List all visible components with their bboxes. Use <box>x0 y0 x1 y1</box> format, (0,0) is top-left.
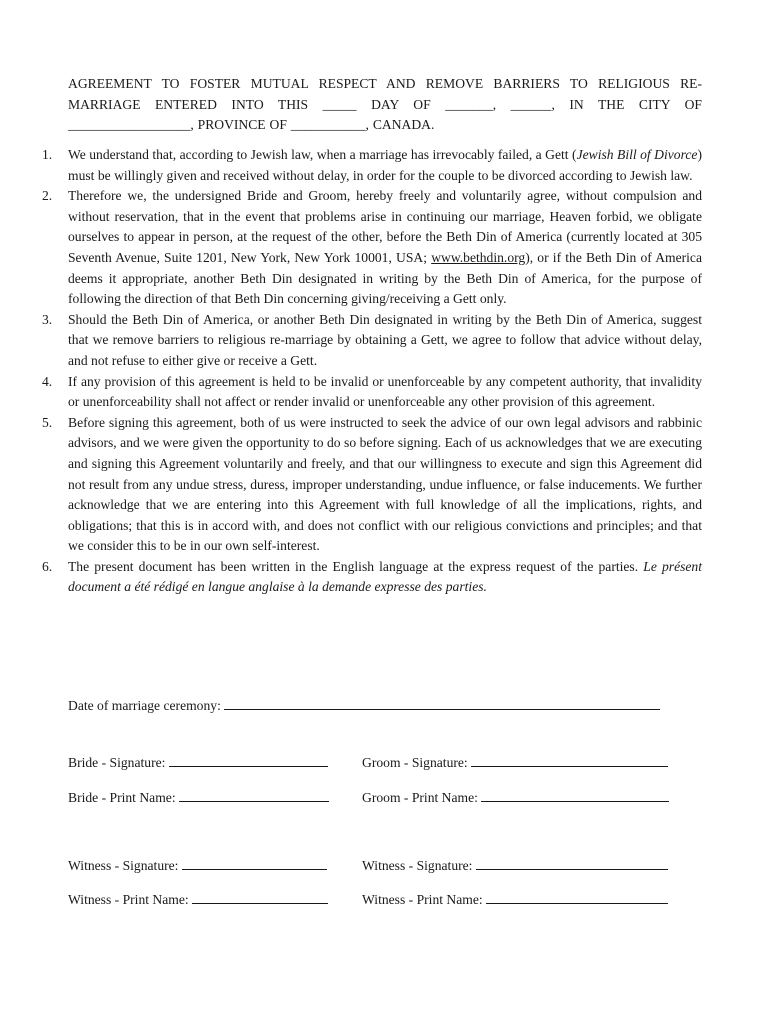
clause-text: Should the Beth Din of America, or another Beth Din designated in writing by the Beth Din of America, suggest that we remove barriers to religious re-marriage by obtaining a Gett, we agree to follow that advice without delay, and not refuse to either give or receive a Gett. <box>68 311 702 368</box>
bride-signature-input[interactable] <box>169 752 328 767</box>
groom-print-name-label: Groom - Print Name: <box>362 790 478 805</box>
clause-text: ), or if the Beth Din of America deems it appropriate, another Beth Din designated in writing by the Beth Din of America, for the purpose of following the direction of that Beth Din concerning giving/receiving a Gett only. <box>68 249 702 307</box>
witness-2-print-name-label: Witness - Print Name: <box>362 892 483 907</box>
heading-line-3: __________________, PROVINCE OF ___________, CANADA. <box>68 117 435 133</box>
clause-1 <box>42 145 702 186</box>
witness-2-print-name-field <box>362 889 668 911</box>
clause-5 <box>42 413 702 557</box>
witness-1-print-name-label: Witness - Print Name: <box>68 892 189 907</box>
bride-signature-label: Bride - Signature: <box>68 755 166 770</box>
clause-6 <box>42 557 703 598</box>
clause-number: 3. <box>42 311 53 327</box>
clause-number: 4. <box>42 373 53 389</box>
bride-print-name-input[interactable] <box>179 787 329 802</box>
clause-2 <box>42 186 702 310</box>
clause-4 <box>42 372 702 413</box>
witness-2-signature-field <box>362 855 668 877</box>
clause-italic-term: Jewish Bill of Divorce <box>576 147 698 162</box>
agreement-heading <box>68 74 702 136</box>
groom-signature-label: Groom - Signature: <box>362 755 468 770</box>
clause-list <box>42 145 703 598</box>
clause-text: Before signing this agreement, both of us were instructed to seek the advice of our own legal advisors and rabbinic advisors, and we were given the opportunity to do so before signing. Each of us acknowledges that we are executing and signing this Agreement voluntarily and freely, and that our willingness to execute and sign this Agreement did not result from any undue stress, duress, improper understanding, undue influence, or false inducements. We further acknowledge that we are entering into this Agreement with full knowledge of all the implications, rights, and obligations; that this is in accord with, and does not conflict with our religious convictions and principles; and that we consider this to be in our own self-interest. <box>68 414 702 554</box>
witness-2-signature-label: Witness - Signature: <box>362 858 473 873</box>
heading-line-2: MARRIAGE ENTERED INTO THIS _____ DAY OF _______, ______, IN THE CITY OF <box>68 96 702 112</box>
heading-line-1: AGREEMENT TO FOSTER MUTUAL RESPECT AND REMOVE BARRIERS TO RELIGIOUS RE- <box>68 76 702 91</box>
clause-number: 2. <box>42 188 53 204</box>
clause-3 <box>42 310 702 372</box>
bride-signature-field <box>68 752 328 774</box>
clause-text: ) must be willingly given and received without delay, in order for the couple to be divorced according to Jewish law. <box>68 147 702 183</box>
bride-print-name-label: Bride - Print Name: <box>68 790 176 805</box>
witness-1-signature-label: Witness - Signature: <box>68 858 179 873</box>
bride-print-name-field <box>68 787 329 809</box>
witness-1-print-name-field <box>68 889 328 911</box>
clause-text: The present document has been written in the English language at the express request of the parties. <box>68 558 644 574</box>
witness-1-signature-input[interactable] <box>182 855 327 870</box>
witness-2-print-name-input[interactable] <box>486 889 668 904</box>
groom-signature-input[interactable] <box>471 752 668 767</box>
marriage-date-label: Date of marriage ceremony: <box>68 698 221 713</box>
clause-text: If any provision of this agreement is held to be invalid or unenforceable by any competent authority, that invalidity or unenforceability shall not affect or render invalid or unenforceable any other provision of this agreement. <box>68 373 702 410</box>
witness-1-signature-field <box>68 855 327 877</box>
clause-number: 6. <box>42 558 53 574</box>
clause-number: 5. <box>42 414 53 430</box>
bethdin-website-link[interactable]: www.bethdin.org <box>431 249 526 265</box>
clause-text: Therefore we, the undersigned Bride and Groom, hereby freely and voluntarily agree, without compulsion and without reservation, that in the event that problems arise in continuing our marriage, Heaven forbid, we obligate ourselves to appear in person, at the request of the other, before the Beth Din of America (currently located at 305 Seventh Avenue, Suite 1201, New York, New York 10001, USA; <box>68 188 702 265</box>
marriage-date-field <box>68 695 660 717</box>
clause-french-text: Le présent document a été rédigé en langue anglaise à la demande expresse des parties. <box>68 558 703 595</box>
witness-1-print-name-input[interactable] <box>192 889 328 904</box>
groom-print-name-field <box>362 787 669 809</box>
marriage-date-input[interactable] <box>224 695 660 710</box>
groom-signature-field <box>362 752 668 774</box>
witness-2-signature-input[interactable] <box>476 855 668 870</box>
clause-text: We understand that, according to Jewish law, when a marriage has irrevocably failed, a Gett ( <box>68 147 577 162</box>
clause-number: 1. <box>42 147 53 162</box>
groom-print-name-input[interactable] <box>481 787 669 802</box>
